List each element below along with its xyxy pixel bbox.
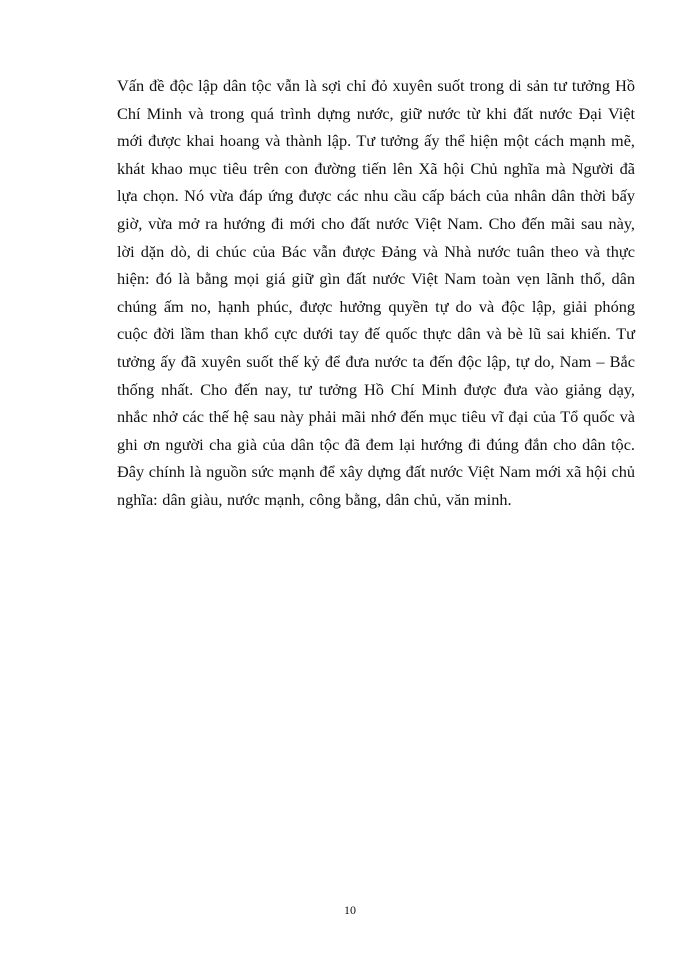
page-number: 10 [344,903,356,917]
body-paragraph: Vấn đề độc lập dân tộc vẫn là sợi chỉ đỏ xuyên suốt trong di sản tư tưởng Hồ Chí Minh và trong quá trình dựng nước, giữ nước từ khi đất nước Đại Việt mới được khai hoang và thành lập. Tư tưởng ấy thể hiện một cách mạnh mẽ, khát khao mục tiêu trên con đường tiến lên Xã hội Chủ nghĩa mà Người đã lựa chọn. Nó vừa đáp ứng được các nhu cầu cấp bách của nhân dân thời bấy giờ, vừa mở ra hướng đi mới cho đất nước Việt Nam. Cho đến mãi sau này, lời dặn dò, di chúc của Bác vẫn được Đảng và Nhà nước tuân theo và thực hiện: đó là bằng mọi giá giữ gìn đất nước Việt Nam toàn vẹn lãnh thổ, dân chúng ấm no, hạnh phúc, được hưởng quyền tự do và độc lập, giải phóng cuộc đời lầm than khổ cực dưới tay đế quốc thực dân và bè lũ sai khiến. Tư tưởng ấy đã xuyên suốt thế kỷ để đưa nước ta đến độc lập, tự do, Nam – Bắc thống nhất. Cho đến nay, tư tưởng Hồ Chí Minh được đưa vào giảng dạy, nhắc nhở các thế hệ sau này phải mãi nhớ đến mục tiêu vĩ đại của Tổ quốc và ghi ơn người cha già của dân tộc đã đem lại hướng đi đúng đắn cho dân tộc. Đây chính là nguồn sức mạnh để xây dựng đất nước Việt Nam mới xã hội chủ nghĩa: dân giàu, nước mạnh, công bằng, dân chủ, văn minh. [117,76,635,509]
